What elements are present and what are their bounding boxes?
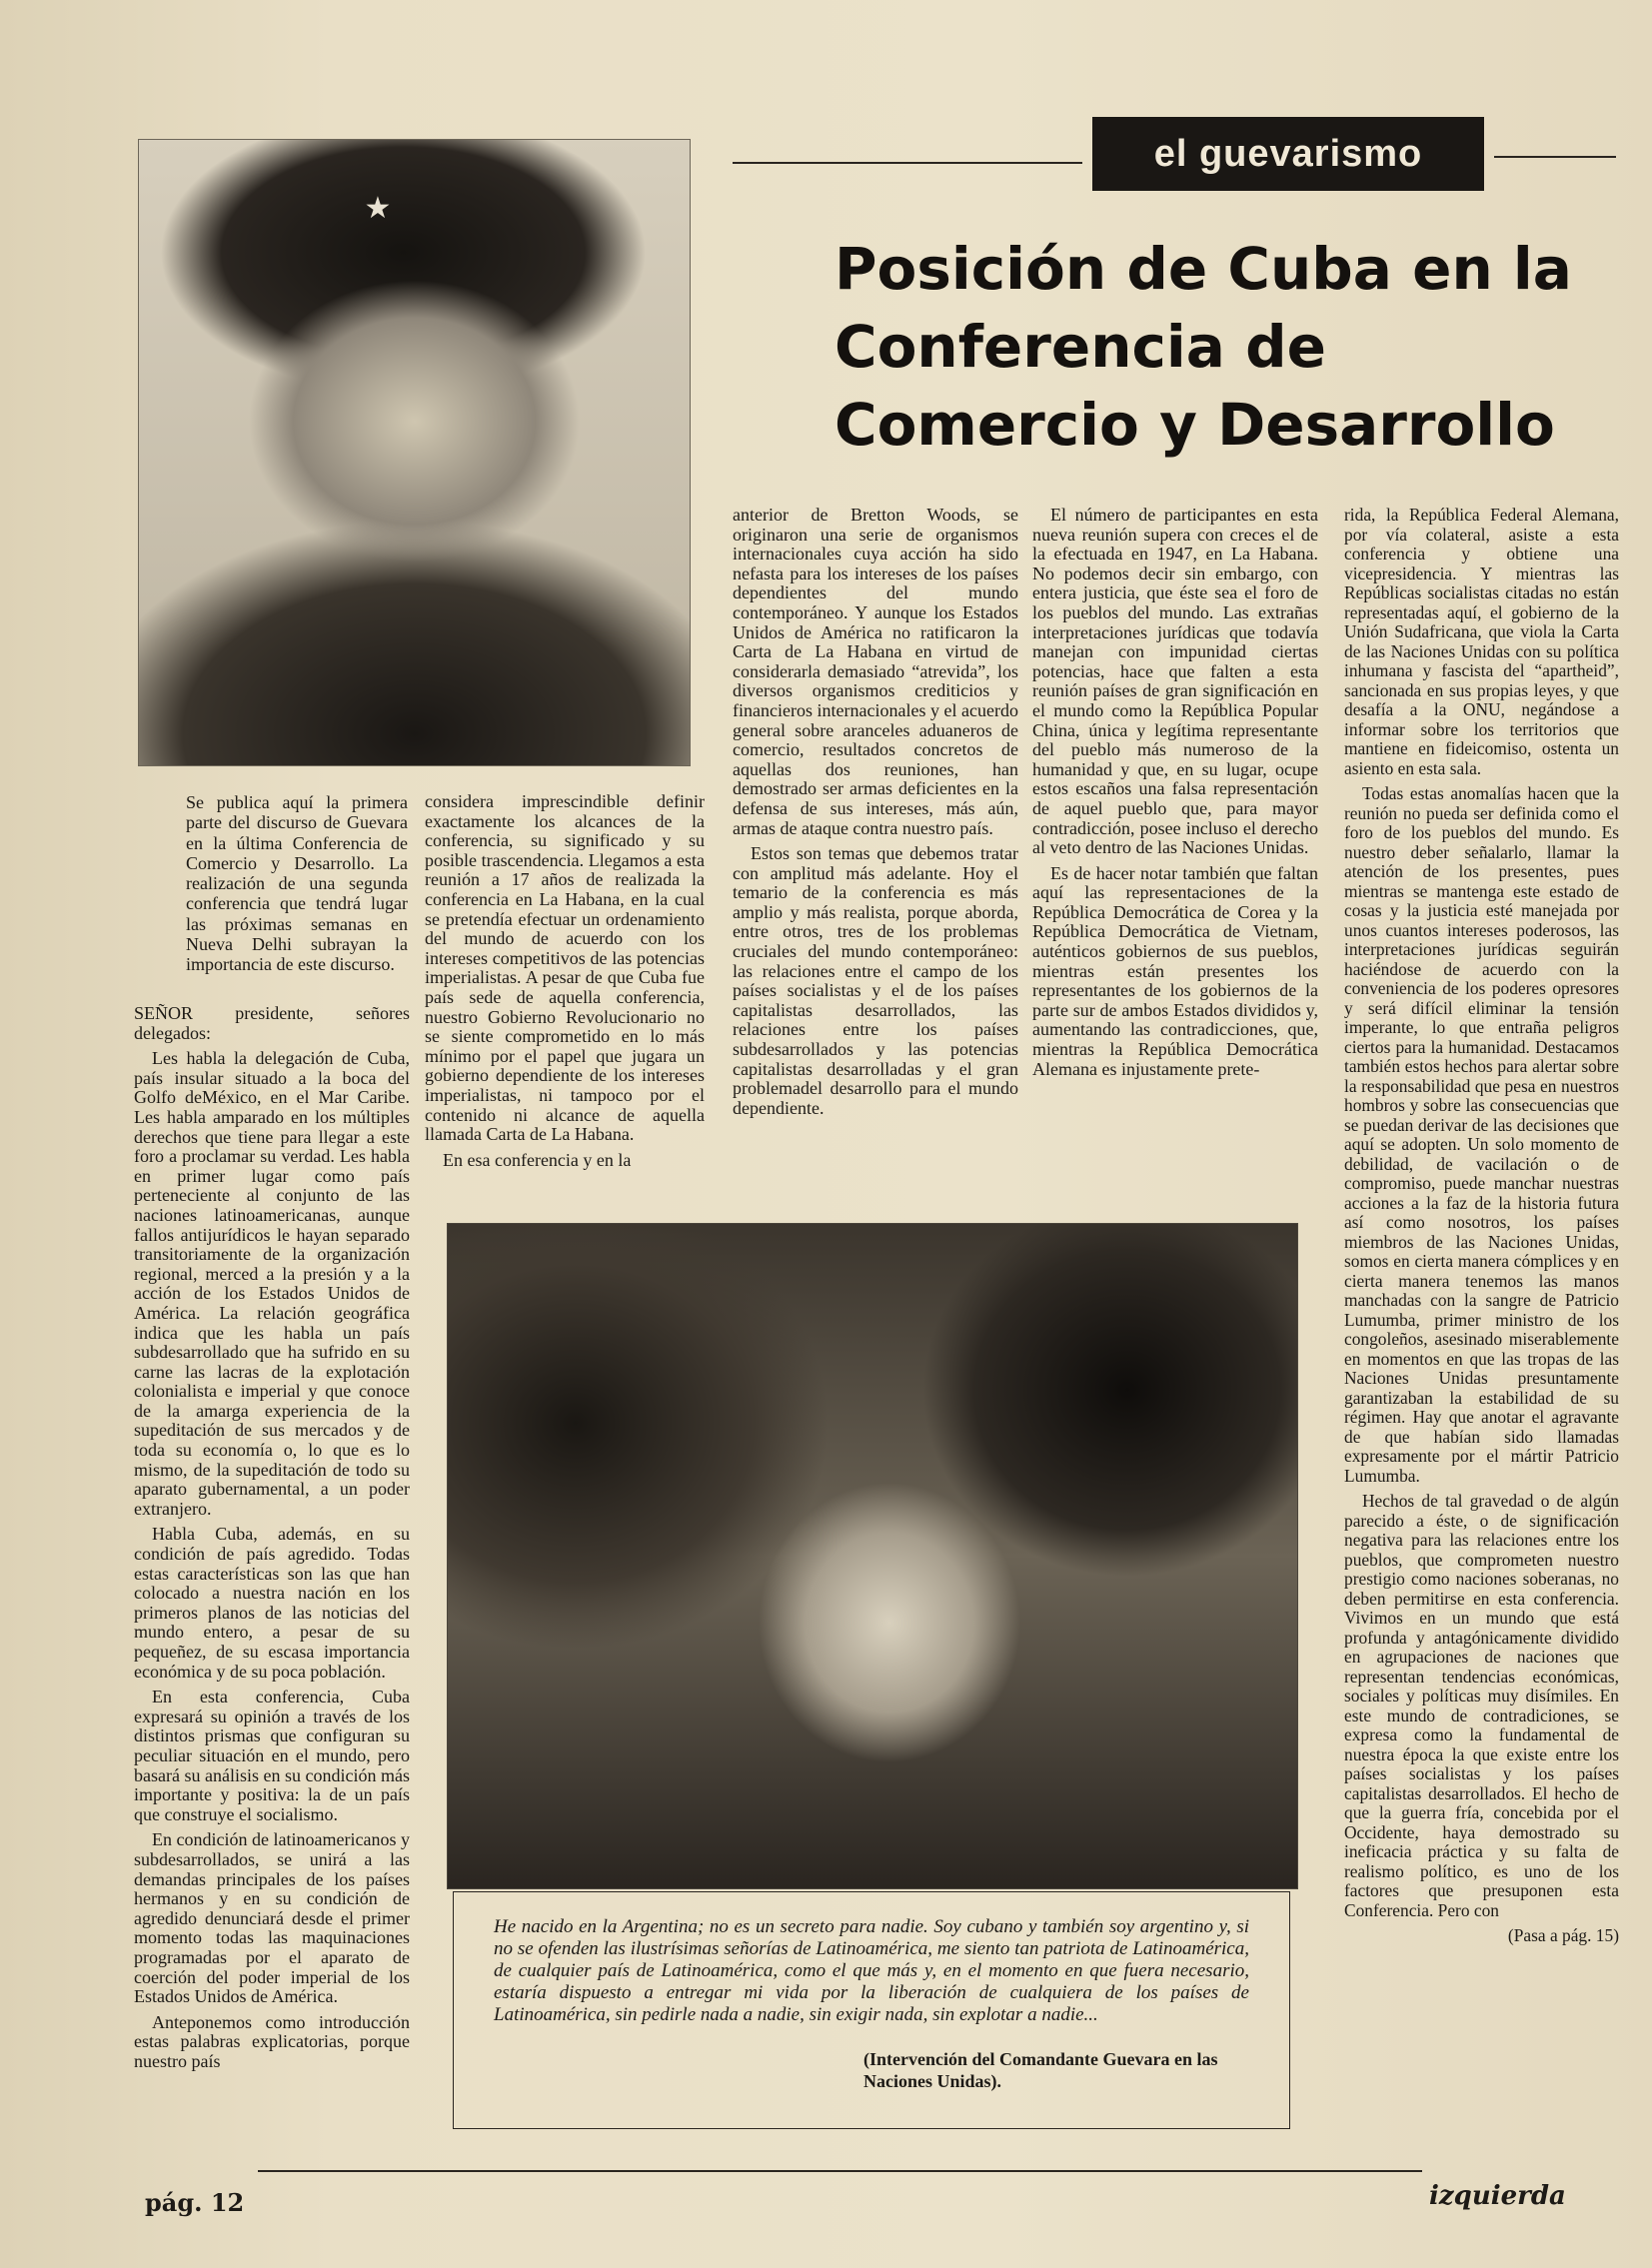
paragraph: Habla Cuba, además, en su condición de país agredido. Todas estas características son las que han colocado a nuestra nación en los primeros planos de las noticias del mundo entero, a pesar de su pequeñez, de su escasa importancia económica y de su poca población.	[134, 1524, 410, 1682]
paragraph: Estos son temas que debemos tratar con amplitud más adelante. Hoy el temario de la conferencia es más amplio y más realista, porque aborda, entre otros, tres de los problemas cruciales del mundo contemporáneo: las relaciones entre el campo de los países socialistas y el de los países capitalistas desarrollados, las relaciones entre los países subdesarrollados y las potencias capitalistas desarrolladas y el gran problemadel desarrollo para el mundo dependiente.	[733, 843, 1018, 1118]
magazine-brand: izquierda	[1429, 2181, 1566, 2211]
paragraph: Todas estas anomalías hacen que la reunión no pueda ser definida como el foro de los pueblos del mundo. Es nuestro deber señalarlo, llamar la atención de los presentes, pues mientras se mantenga este estado de cosas y la justicia esté manejada por unos cuantos intereses poderosos, las interpretaciones jurídicas seguirán haciéndose de acuerdo con la conveniencia de los poderes opresores y será difícil eliminar la tensión imperante, lo que entraña peligros ciertos para la humanidad. Destacamos también estos hechos para alertar sobre la responsabilidad que pesa en nuestros hombros y sobre las consecuencias que se puedan derivar de las decisiones que aquí se adopten. Un solo momento de debilidad, de vacilación o de compromiso, puede manchar nuestras acciones a la faz de la historia futura así como nosotros, los países miembros de las Naciones Unidas, somos en cierta manera cómplices y en cierta manera tenemos las manos manchadas con la sangre de Patricio Lumumba, primer ministro de los congoleños, asesinado miserablemente en momentos en que las tropas de las Naciones Unidas presuntamente garantizaban la estabilidad de su régimen. Hay que anotar el agravante de que habían sido llamadas expresamente por el mártir Patricio Lumumba.	[1344, 783, 1619, 1486]
page-number: pág. 12	[145, 2188, 245, 2217]
header-rule-left	[733, 162, 1082, 164]
paragraph: En esa conferencia y en la	[443, 1149, 632, 1170]
paragraph: anterior de Bretton Woods, se originaron una serie de organismos internacionales cuya acción ha sido nefasta para los intereses de los países dependientes del mundo contemporáneo. Y aunque los Estados Unidos de América no ratificaron la Carta de La Habana en virtud de considerarla demasiado “atrevida”, los diversos organismos crediticios y financieros internacionales y el acuerdo general sobre aranceles aduaneros de comercio, resultados concretos de aquellas dos reuniones, han demostrado ser armas deficientes en la defensa de sus intereses, más aún, armas de ataque contra nuestro país.	[733, 505, 1018, 838]
header-rule-right	[1494, 156, 1616, 158]
article-column-4	[1032, 506, 1318, 1085]
article-column-3	[733, 506, 1018, 1124]
continuation-note: (Pasa a pág. 15)	[1507, 1925, 1619, 1945]
quote-credit: (Intervención del Comandante Guevara en las Naciones Unidas).	[863, 2049, 1218, 2091]
article-column-2	[425, 792, 705, 1176]
headline-line: Comercio y Desarrollo	[834, 391, 1555, 459]
paragraph: Anteponemos como introducción estas palabras explicatorias, porque nuestro país	[134, 2011, 410, 2071]
paragraph: El número de participantes en esta nueva reunión supera con creces el de la efectuada en 1947, en La Habana. No podemos decir sin embargo, con entera justicia, que éste sea el foro de los pueblos del mundo. Las extrañas interpretaciones jurídicas que todavía manejan con impunidad ciertas potencias, hace que falten a esta reunión países de gran significación en el mundo como la República Popular China, única y legítima representante del pueblo más numeroso de la humanidad y que, en su lugar, ocupe estos escaños una falsa representación de aquel pueblo que, para mayor contradicción, posee incluso el derecho al veto dentro de las Naciones Unidas.	[1032, 505, 1318, 858]
paragraph: En condición de latinoamericanos y subdesarrollados, se unirá a las demandas principales de los países hermanos y en su condición de agredido denunciará desde el primer momento todas las maquinaciones programadas por el aparato de coerción del poder imperial de los Estados Unidos de América.	[134, 1829, 410, 2007]
guerrilla-photo	[447, 1223, 1298, 1889]
paragraph: rida, la República Federal Alemana, por vía colateral, asiste a esta conferencia y obtiene una vicepresidencia. Y mientras las Repúblicas socialistas citadas no están representadas aquí, el gobierno de la Unión Sudafricana, que viola la Carta de las Naciones Unidas con su política inhumana y fascista del “apartheid”, sancionada en sus propias leyes, y que desafía a la ONU, negándose a informar sobre los territorios que mantiene en fideicomiso, ostenta un asiento en esta sala.	[1344, 505, 1619, 778]
paragraph: considera imprescindible definir exactamente los alcances de la conferencia, su significado y su posible trascendencia. Llegamos a esta reunión a 17 años de realizada la conferencia en La Habana, en la cual se pretendía efectuar un ordenamiento del mundo de acuerdo con los intereses competitivos de las potencias imperialistas. A pesar de que Cuba fue país sede de aquella conferencia, nuestro Gobierno Revolucionario no se siente comprometido en lo más mínimo por el papel que jugara un gobierno dependiente de los intereses imperialistas, ni tampoco por el contenido ni alcance de aquella llamada Carta de La Habana.	[425, 791, 705, 1145]
headline	[834, 230, 1634, 464]
portrait-photo	[138, 139, 691, 766]
paragraph: Es de hacer notar también que faltan aquí las representaciones de la República Democrática de Corea y la República Democrática de Vietnam, auténticos gobiernos de sus pueblos, mientras están presentes los representantes de los gobiernos de la parte sur de ambos Estados divididos y, aumentando las contradicciones, que, mientras la República Democrática Alemana es injustamente prete-	[1032, 862, 1318, 1079]
paragraph: En esta conferencia, Cuba expresará su opinión a través de los distintos prismas que configuran su peculiar situación en el mundo, pero basará su análisis en su condición más importante y positiva: la de un país que construye el socialismo.	[134, 1687, 410, 1824]
paragraph: SEÑOR presidente, señores delegados:	[134, 1003, 410, 1043]
beret-star-icon: ★	[364, 192, 392, 225]
headline-line: Conferencia de	[834, 313, 1326, 381]
paragraph: Les habla la delegación de Cuba, país insular situado a la boca del Golfo deMéxico, en el Mar Caribe. Les habla amparado en los múltiples derechos que tiene para llegar a este foro a proclamar su verdad. Les habla en primer lugar como país perteneciente al conjunto de las naciones latinoamericanas, aunque fallos antijurídicos le hayan separado transitoriamente de la organización regional, merced a la presión y a la acción de los Estados Unidos de América. La relación geográfica indica que les habla un país subdesarrollado que ha sufrido en su carne las lacras de la explotación colonialista e imperial y que conoce de la amarga experiencia de la supeditación de sus mercados y de toda su economía o, lo que es lo mismo, de la supeditación de todo su aparato gubernamental, a un poder extranjero.	[134, 1048, 410, 1519]
section-tag: el guevarismo	[1092, 117, 1484, 191]
quote-text: He nacido en la Argentina; no es un secreto para nadie. Soy cubano y también soy argentino y, si no se ofenden las ilustrísimas señorías de Latinoamérica, me siento tan patriota de Latinoamérica, de cualquier país de Latinoamérica, como el que más y, en el momento en que fuera necesario, estaría dispuesto a entregar mi vida por la liberación de cualquiera de los países de Latinoamérica, sin pedirle nada a nadie, sin exigir nada, sin explotar a nadie...	[494, 1916, 1249, 2025]
headline-line: Posición de Cuba en la	[834, 235, 1572, 303]
paragraph: Hechos de tal gravedad o de algún parecido a éste, o de significación negativa para las relaciones entre los pueblos, que comprometen nuestro prestigio como naciones soberanas, no deben permitirse en esta conferencia. Vivimos en un mundo que está profunda y antagónicamente dividido en agrupaciones de naciones que representan tendencias económicas, sociales y políticas muy disímiles. En este mundo de contradiciones, se expresa como la fundamental de nuestra época la que existe entre los países socialistas y los países capitalistas desarrollados. El hecho de que la guerra fría, concebida por el Occidente, haya demostrado su ineficacia práctica y su falta de realismo político, es uno de los factores que presuponen esta Conferencia. Pero con	[1344, 1491, 1619, 1920]
article-column-1	[134, 1004, 410, 2077]
article-column-5	[1344, 506, 1619, 1952]
intro-paragraph: Se publica aquí la primera parte del discurso de Guevara en la última Conferencia de Comercio y Desarrollo. La realización de una segunda conferencia que tendrá lugar las próximas semanas en Nueva Delhi subrayan la importancia de este discurso.	[186, 792, 408, 975]
footer-rule	[258, 2170, 1422, 2172]
quote-box	[453, 1891, 1290, 2129]
